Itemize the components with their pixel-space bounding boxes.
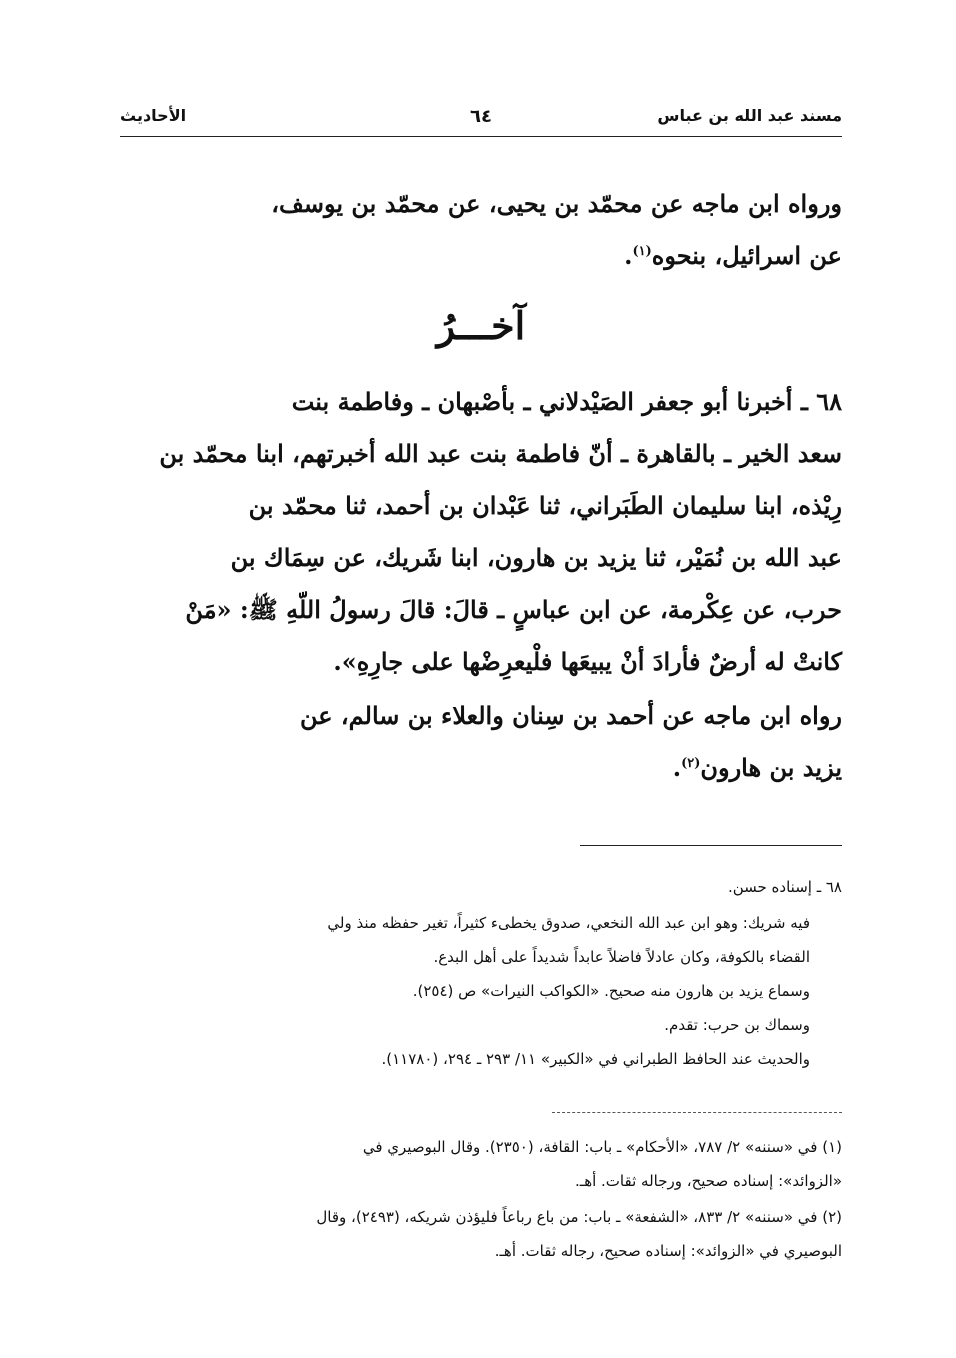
hadith-68: ٦٨ ـ أخبرنا أبو جعفر الصَيْدلاني ـ بأصْبهان ـ وفاطمة بنت سعد الخير ـ بالقاهرة ـ أنّ فاطمة بنت عبد الله أخبرتهم، ابنا محمّد بن رِيْذه، ابنا سليمان الطَبَراني، ثنا عَبْدان بن أحمد، ثنا محمّد بن عبد الله بن نُمَيْر، ثنا يزيد بن هارون، ابنا شَريك، عن سِمَاك بن حرب، عن عِكْرمة، عن ابن عباسٍ ـ قالَ: قالَ رسولُ اللّهِ ﷺ: «مَنْ كانتْ له أرضٌ فأرادَ أنْ يبيعَها فلْيعرِضْها على جارِهِ».: [159, 387, 842, 676]
footnote-dashed-separator: [552, 1112, 842, 1113]
header-book-title: مسند عبد الله بن عباس: [657, 106, 842, 125]
header-section-title: الأحاديث: [120, 106, 187, 125]
paragraph-1-text: ورواه ابن ماجه عن محمّد بن يحيى، عن محمّد بن يوسف، عن اسرائيل، بنحوه: [271, 189, 842, 270]
section-heading: آخـــرُ: [436, 303, 526, 348]
note-68-heading: ٦٨ ـ إسناده حسن.: [727, 878, 842, 896]
footnote-2: (٢) في «سننه» ٢/ ٨٣٣، «الشفعة» ـ باب: من باع رباعاً فليؤذن شريكه، (٢٤٩٣)، وقال البوصيري في «الزوائد»: إسناده صحيح، رجاله ثقات. أهـ.: [316, 1208, 842, 1260]
footnote-ref-2: (٢): [681, 756, 701, 771]
note-68-body: فيه شريك: وهو ابن عبد الله النخعي، صدوق يخطىء كثيراً، تغير حفظه منذ ولي القضاء بالكوفة، وكان عادلاً فاضلاً عابداً شديداً على أهل البدع. وسماع يزيد بن هارون منه صحيح. «الكواكب النيرات» ص (٢٥٤). وسماك بن حرب: تقدم. والحديث عند الحافظ الطبراني في «الكبير» ١١/ ٢٩٣ ـ ٢٩٤، (١١٧٨٠).: [327, 914, 810, 1068]
paragraph-3: [120, 690, 842, 794]
footnote-separator: [580, 845, 842, 846]
footnote-1: (١) في «سننه» ٢/ ٧٨٧، «الأحكام» ـ باب: القافة، (٢٣٥٠). وقال البوصيري في «الزوائد»: إسناده صحيح، ورجاله ثقات. أهـ.: [362, 1138, 842, 1190]
paragraph-1: [120, 178, 842, 282]
running-header: [120, 100, 842, 137]
footnote-ref-1: (١): [632, 244, 652, 259]
paragraph-1-end: .: [624, 241, 633, 270]
paragraph-3-end: .: [672, 753, 682, 782]
page-number: ٦٤: [470, 106, 492, 127]
paragraph-3-text: رواه ابن ماجه عن أحمد بن سِنان والعلاء بن سالم، عن يزيد بن هارون: [299, 701, 842, 782]
